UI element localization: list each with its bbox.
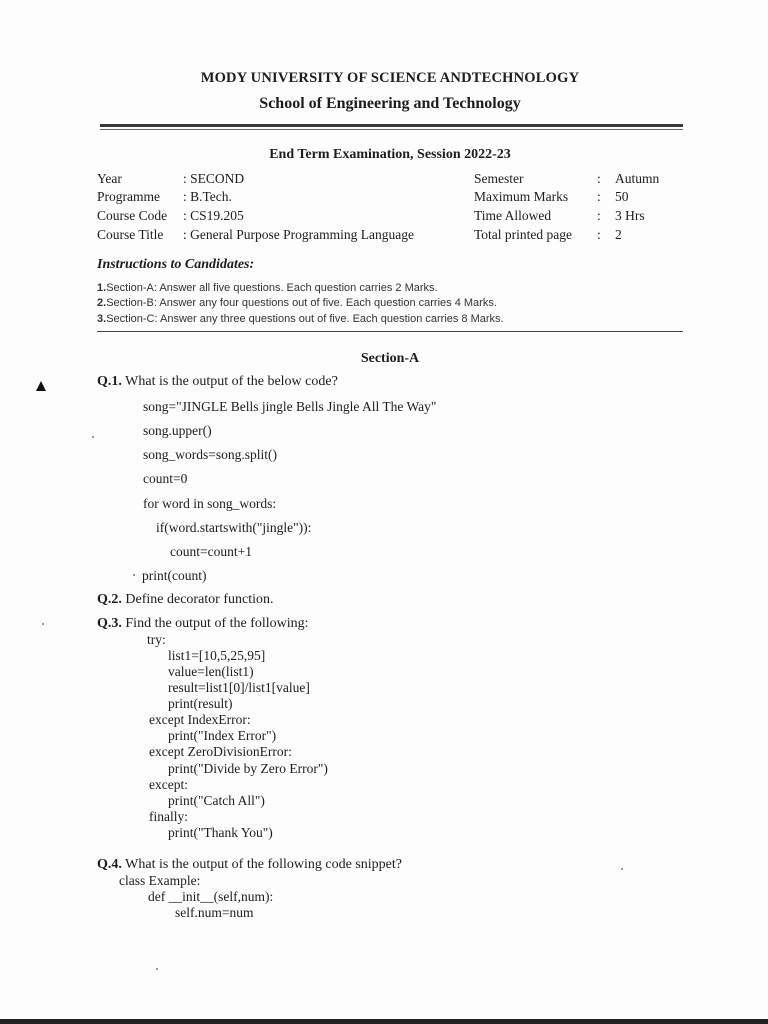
info-value-total-pages: 2 xyxy=(615,227,622,242)
instruction-text-1: Section-A: Answer all five questions. Each question carries 2 Marks. xyxy=(106,282,438,294)
q1-code-line-3: song_words=song.split() xyxy=(143,447,277,462)
question-1-text: What is the output of the below code? xyxy=(125,374,338,389)
q3-code-line-5: print(result) xyxy=(168,696,233,711)
question-3 xyxy=(97,616,309,632)
question-1-number: Q.1. xyxy=(97,374,122,389)
instruction-num-3: 3. xyxy=(97,313,107,325)
header-rule-thin xyxy=(100,129,683,130)
question-3-text: Find the output of the following: xyxy=(125,616,309,631)
question-4 xyxy=(97,857,402,873)
q1-code-line-6: if(word.startswith("jingle")): xyxy=(156,520,312,535)
info-label-course-code: Course Code xyxy=(97,208,168,223)
instruction-line-2 xyxy=(97,297,497,309)
instruction-line-1 xyxy=(97,282,438,294)
question-2-text: Define decorator function. xyxy=(125,592,274,607)
q4-code-line-1: class Example: xyxy=(119,873,201,888)
margin-pencil-mark xyxy=(36,381,46,391)
q1-code-line-4: count=0 xyxy=(143,471,188,486)
section-a-title: Section-A xyxy=(360,351,420,366)
info-value-time-allowed: 3 Hrs xyxy=(615,208,645,223)
header-rule xyxy=(100,124,683,127)
scan-speck xyxy=(42,623,44,625)
q3-code-line-12: finally: xyxy=(149,809,188,824)
question-1 xyxy=(97,374,338,390)
info-label-course-title: Course Title xyxy=(97,227,164,242)
instruction-num-1: 1. xyxy=(97,282,107,294)
q3-code-line-3: value=len(list1) xyxy=(168,664,254,679)
info-label-semester: Semester xyxy=(474,171,524,186)
instructions-rule xyxy=(97,331,683,332)
q4-code-line-2: def __init__(self,num): xyxy=(148,889,274,904)
info-label-total-pages: Total printed page xyxy=(474,227,573,242)
instruction-line-3 xyxy=(97,313,504,325)
instruction-text-2: Section-B: Answer any four questions out of five. Each question carries 4 Marks. xyxy=(106,297,497,309)
instruction-num-2: 2. xyxy=(97,297,107,309)
info-label-programme: Programme xyxy=(97,189,160,204)
q1-code-line-5: for word in song_words: xyxy=(143,496,277,511)
q3-code-line-4: result=list1[0]/list1[value] xyxy=(168,680,310,695)
q3-code-line-6: except IndexError: xyxy=(149,712,251,727)
question-2-number: Q.2. xyxy=(97,592,122,607)
exam-title: End Term Examination, Session 2022-23 xyxy=(269,147,511,162)
scan-bottom-edge xyxy=(0,1019,768,1024)
question-2 xyxy=(97,592,274,608)
instruction-text-3: Section-C: Answer any three questions out of five. Each question carries 8 Marks. xyxy=(106,313,504,325)
question-3-number: Q.3. xyxy=(97,616,122,631)
info-value-course-code: : CS19.205 xyxy=(183,208,244,223)
info-value-max-marks: 50 xyxy=(615,189,629,204)
q3-code-line-13: print("Thank You") xyxy=(168,825,273,840)
q4-code-line-3: self.num=num xyxy=(175,905,254,920)
q3-code-line-9: print("Divide by Zero Error") xyxy=(168,761,328,776)
q3-code-line-1: try: xyxy=(147,632,166,647)
q3-code-line-10: except: xyxy=(149,777,188,792)
scan-speck xyxy=(133,574,135,576)
q3-code-line-7: print("Index Error") xyxy=(168,728,277,743)
info-label-time-allowed: Time Allowed xyxy=(474,208,552,223)
instructions-title: Instructions to Candidates: xyxy=(97,257,255,272)
info-value-programme: : B.Tech. xyxy=(183,189,232,204)
info-label-max-marks: Maximum Marks xyxy=(474,189,569,204)
info-value-semester: Autumn xyxy=(615,171,660,186)
q1-code-line-2: song.upper() xyxy=(143,423,212,438)
university-name: MODY UNIVERSITY OF SCIENCE ANDTECHNOLOGY xyxy=(200,70,580,86)
q1-code-line-7: count=count+1 xyxy=(170,544,252,559)
q3-code-line-2: list1=[10,5,25,95] xyxy=(168,648,266,663)
question-4-text: What is the output of the following code snippet? xyxy=(125,857,402,872)
q3-code-line-8: except ZeroDivisionError: xyxy=(149,744,292,759)
info-value-course-title: : General Purpose Programming Language xyxy=(183,227,414,242)
info-value-year: : SECOND xyxy=(183,171,245,186)
info-label-year: Year xyxy=(97,171,122,186)
school-name: School of Engineering and Technology xyxy=(259,95,521,112)
q1-code-line-8: print(count) xyxy=(142,568,207,583)
scan-speck xyxy=(92,436,94,438)
q3-code-line-11: print("Catch All") xyxy=(168,793,265,808)
q1-code-line-1: song="JINGLE Bells jingle Bells Jingle All The Way" xyxy=(143,399,437,414)
info-colon-max-marks: : xyxy=(597,189,601,204)
info-colon-time-allowed: : xyxy=(597,208,601,223)
question-4-number: Q.4. xyxy=(97,857,122,872)
info-colon-semester: : xyxy=(597,171,601,186)
scan-speck xyxy=(621,868,623,870)
scan-speck xyxy=(156,968,158,970)
info-colon-total-pages: : xyxy=(597,227,601,242)
